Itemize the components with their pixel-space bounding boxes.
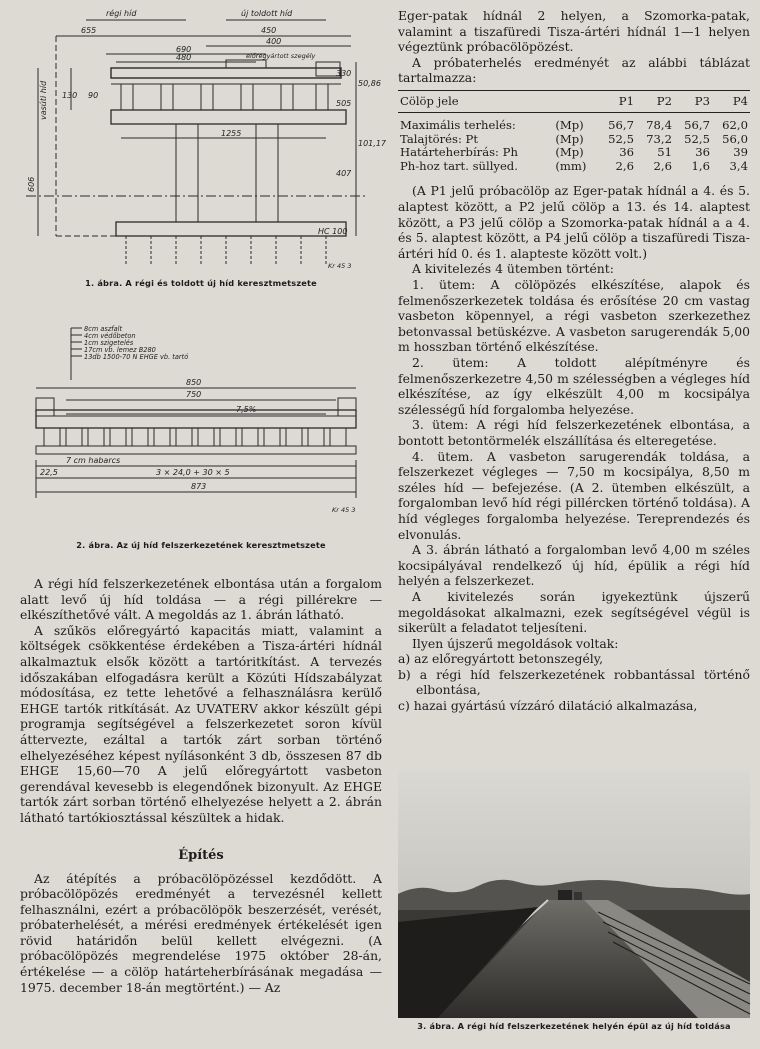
figure-3-photo	[398, 772, 750, 1018]
col-header-p3: P3	[674, 90, 712, 113]
fig1-dim-330: 330	[336, 69, 352, 78]
col-header-p2: P2	[636, 90, 674, 113]
right-paragraph-2: A kivitelezés 4 ütemben történt:	[412, 261, 614, 277]
row-unit: (mm)	[555, 158, 587, 173]
fig1-label-new: új toldott híd	[241, 9, 293, 18]
fig2-dim-habarcs: 7 cm habarcs	[66, 456, 121, 465]
fig1-dim-10117: 101,17	[358, 139, 386, 148]
row-unit: (Mp)	[555, 118, 584, 133]
list-item: a) az előregyártott betonszegély,	[398, 651, 604, 667]
cell-value: 62,0	[722, 118, 748, 133]
results-intro: A próbaterhelés eredményét az alábbi táblázat tartalmazza:	[398, 54, 750, 86]
fig2-layer-2: 4cm védőbeton	[84, 332, 136, 340]
fig1-stamp: Kr 45 3	[328, 262, 352, 270]
cell-value: 56,0	[722, 131, 748, 146]
col-header-p1: P1	[598, 90, 636, 113]
fig1-dim-690: 690	[176, 45, 192, 54]
figure-3-caption: 3. ábra. A régi híd felszerkezetének helyén épül az új híd toldása	[417, 1021, 731, 1031]
fig1-dim-90: 90	[88, 91, 99, 100]
col-header-unit	[553, 90, 598, 113]
results-table	[398, 90, 750, 176]
fig2-layer-3: 1cm szigetelés	[84, 339, 134, 347]
table-row	[398, 133, 750, 147]
fig1-dim-505: 505	[336, 99, 352, 108]
fig2-dim-750: 750	[186, 390, 202, 399]
row-unit: (Mp)	[555, 131, 584, 146]
fig2-layer-5: 13db 1500-70 N EHGE vb. tartó	[84, 353, 189, 361]
fig1-dim-450: 450	[261, 26, 277, 35]
right-paragraph-4: 2. ütem: A toldott alépítményre és felmenőszerkezetre 4,50 m szélességben a végleges híd elkészítése, az így elkészült 4,00 m kocsipálya szélességű híd forgalomba helyezése.	[398, 355, 750, 417]
right-paragraph-3: 1. ütem: A cölöpözés elkészítése, alapok és felmenőszerkezetek toldása és erősítése 20 cm vastag vasbeton köpennyel, a régi vasbeton szerkezethez betonvassal betüskézve. A vasbeton sarugerendák 5,00 m hosszban történő elkészítése.	[398, 277, 750, 355]
fig1-dim-hc100: HC 100	[318, 227, 348, 236]
cell-value: 36	[619, 145, 634, 160]
figure-1-caption: 1. ábra. A régi és toldott új híd keresztmetszete	[85, 278, 317, 288]
row-unit: (Mp)	[555, 145, 584, 160]
table-row	[398, 160, 750, 176]
row-label: Ph-hoz tart. süllyed.	[400, 158, 518, 173]
right-paragraph-7: A 3. ábrán látható a forgalomban levő 4,00 m széles kocsipályával rendelkező új híd, épülik a régi híd helyén a felszerkezet.	[398, 542, 750, 589]
left-paragraph-3: Az átépítés a próbacölöpözéssel kezdődött. A próbacölöpözés eredményét a tervezésnél kellett felhasználni, ezért a próbacölöpök beszerzését, verését, próbaterhelését, a mérési eredmények értékelését igen rövid határidőn belül kellett elvégezni. (A próbacölöpözés megrendelése 1975 október 28-án, értékelése — a cölöp határteherbírásának megadása — 1975. december 18-án megtörtént.) — Az	[20, 870, 382, 995]
right-top-text: Eger-patak hídnál 2 helyen, a Szomorka-patak, valamint a tiszafüredi Tisza-ártéri hídnál 1—1 helyen végeztünk próbacölöpözést.	[398, 8, 750, 55]
list-item: c) hazai gyártású vízzáró dilatáció alkalmazása,	[398, 698, 698, 714]
left-paragraph-1: A régi híd felszerkezetének elbontása után a forgalom alatt levő új híd toldása — a régi pillérekre — elkészíthetővé vált. A megoldás az 1. ábrán látható.	[20, 576, 382, 623]
fig2-dim-225: 22,5	[40, 468, 58, 477]
fig2-layer-4: 17cm vb. lemez B280	[84, 346, 156, 354]
cell-value: 78,4	[646, 118, 672, 133]
cell-value: 2,6	[653, 158, 672, 173]
cell-value: 73,2	[646, 131, 672, 146]
right-paragraph-8: A kivitelezés során igyekeztünk újszerű megoldásokat alkalmazni, ezek segítségével végül is sikerült a feladatot teljesíteni.	[398, 588, 750, 636]
left-paragraph-2: A szűkös előregyártó kapacitás miatt, valamint a költségek csökkentése érdekében a Tisza-ártéri hídnál alkalmaztuk elsők között a tartóritkítást. A tervezés időszakában elfogadásra került a Közúti Hídszabályzat módosítása, ez tette lehetővé a felhasználásra kerülő EHGE tartók ritkítását. Az UVATERV akkor készült gépi programja segítségével a felszerkezetet soron kívül áttervezte, ezáltal a tartók zárt sorban történő elhelyezéséhez képest nyílásonként 3 db, összesen 87 db EHGE 15,60—70 A jelű előregyártott vasbeton gerendával kevesebb is elegendőnek bizonyult. Az EHGE tartók zárt sorban történő elhelyezése helyett a 2. ábrán látható tartókiosztással készültek a hidak.	[20, 622, 382, 825]
fig1-label-old: régi híd	[106, 9, 137, 18]
row-label: Talajtörés: Pt	[400, 131, 479, 146]
fig1-dim-1255: 1255	[221, 129, 242, 138]
fig1-dim-606: 606	[27, 176, 36, 192]
row-label: Maximális terhelés:	[400, 118, 516, 133]
col-header-p4: P4	[712, 90, 750, 113]
cell-value: 3,4	[729, 158, 748, 173]
figure-2	[20, 322, 382, 558]
cell-value: 56,7	[684, 118, 710, 133]
fig1-label-side: vasúti híd	[39, 80, 48, 120]
section-heading: Építés	[178, 847, 224, 863]
figure-2-caption: 2. ábra. Az új híd felszerkezetének keresztmetszete	[76, 540, 326, 550]
cell-value: 52,5	[684, 131, 710, 146]
results-table-header	[398, 90, 750, 113]
fig1-label-curb: előregyártott szegély	[246, 52, 316, 60]
table-row	[398, 146, 750, 160]
cell-value: 2,6	[615, 158, 634, 173]
cell-value: 39	[733, 145, 748, 160]
cell-value: 36	[695, 145, 710, 160]
fig2-dim-873: 873	[191, 482, 207, 491]
fig2-dim-spacing: 3 × 24,0 + 30 × 5	[156, 468, 230, 477]
fig2-layer-1: 8cm aszfalt	[84, 325, 123, 333]
figure-1-drawing	[26, 6, 386, 276]
fig1-dim-400: 400	[266, 37, 282, 46]
fig1-dim-5086: 50,86	[358, 79, 381, 88]
fig1-dim-407: 407	[336, 169, 352, 178]
fig1-dim-655: 655	[81, 26, 97, 35]
fig2-dim-slope: 7,5%	[236, 405, 257, 414]
figure-1	[20, 6, 386, 296]
fig2-dim-850: 850	[186, 378, 202, 387]
cell-value: 1,6	[691, 158, 710, 173]
left-body	[20, 576, 382, 995]
right-paragraph-9: Ilyen újszerű megoldások voltak:	[412, 635, 619, 651]
right-paragraph-5: 3. ütem: A régi híd felszerkezetének elbontása, a bontott betontörmelék elszállítása és elteregetése.	[398, 417, 750, 448]
cell-value: 51	[657, 145, 672, 160]
row-label: Határteherbírás: Ph	[400, 145, 518, 160]
cell-value: 52,5	[608, 131, 634, 146]
right-paragraph-6: 4. ütem. A vasbeton sarugerendák toldása, a felszerkezet végleges — 7,50 m kocsipálya, 8,50 m széles híd — befejezése. (A 2. ütemben elkészült, a forgalomban levő híd régi pillércken történő toldása). A híd végleges forgalomba helyezése. Tereprendezés és elvonulás.	[398, 448, 750, 542]
figure-3-photo-drawing	[398, 772, 750, 1018]
right-paragraph-1: (A P1 jelű próbacölöp az Eger-patak hídnál a 4. és 5. alaptest között, a P2 jelű cölöp a 13. és 14. alaptest között, a P3 jelű cölöp a Szomorka-patak hídnál a a 4. és 5. alaptest között, a P4 jelű cölöp a tiszafüredi Tisza-ártéri híd 0. és 1. alapteste között volt.)	[398, 183, 750, 261]
list-item: b) a régi híd felszerkezetének robbantással történő elbontása,	[398, 666, 750, 698]
table-row	[398, 113, 750, 133]
cell-value: 56,7	[608, 118, 634, 133]
right-column	[398, 8, 750, 714]
figure-2-drawing	[26, 322, 366, 518]
col-header-jele: Cölöp jele	[398, 90, 553, 113]
fig2-stamp: Kr 45 3	[332, 506, 356, 514]
fig1-dim-130: 130	[62, 91, 78, 100]
fig1-dim-480: 480	[176, 53, 192, 62]
